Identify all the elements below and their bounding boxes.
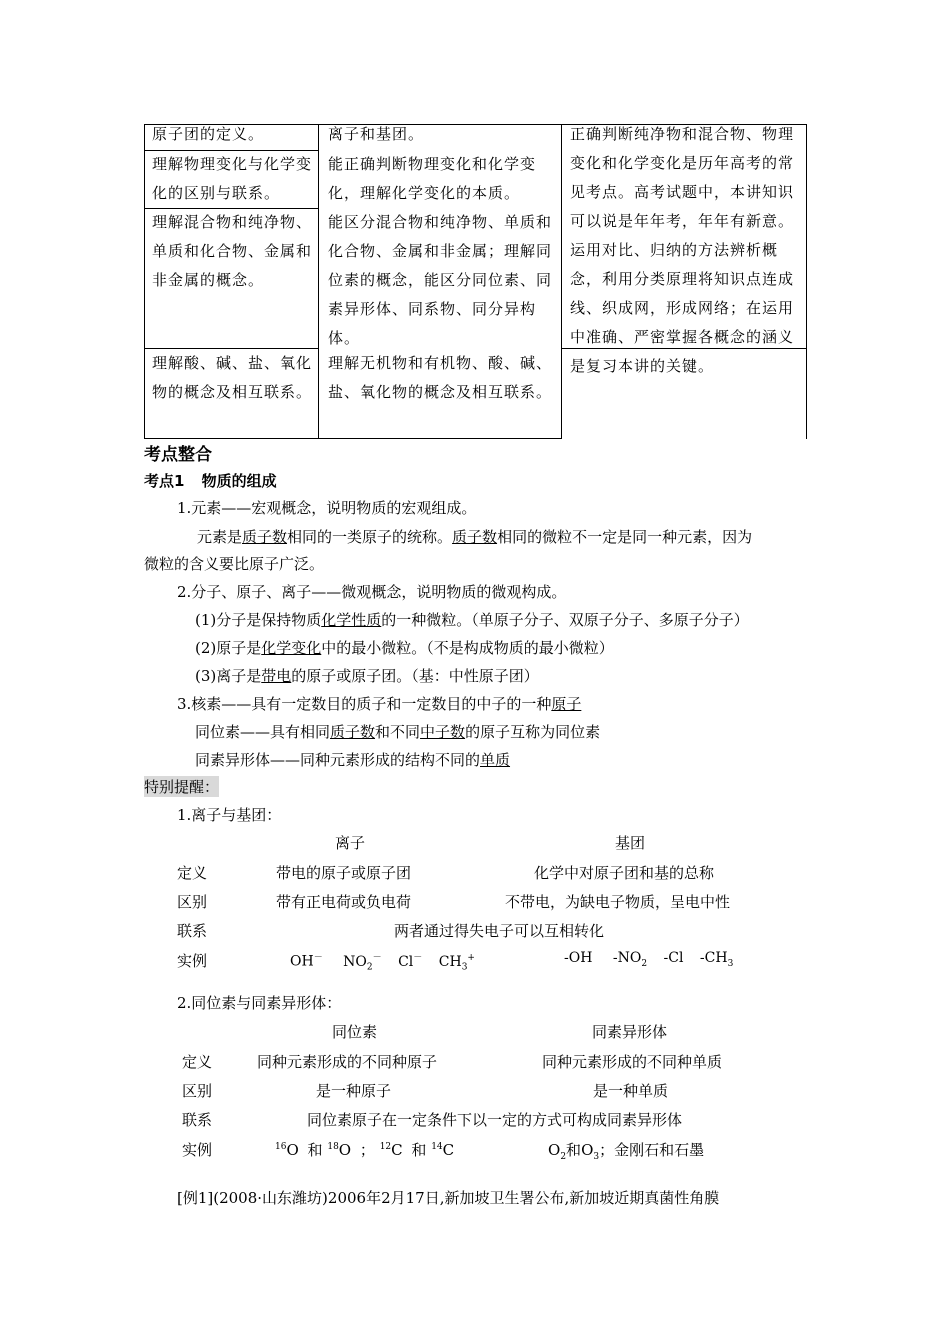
- isotope-examples: $^{16}$O 和 $^{18}$O ； $^{12}$C 和 $^{14}$C: [275, 1141, 455, 1159]
- paragraph: 微粒的含义要比原子广泛。: [144, 555, 325, 573]
- comparison-heading: 2.同位素与同素异形体：: [177, 994, 342, 1012]
- section-title: 考点整合: [144, 445, 212, 465]
- row-key: 实例: [177, 952, 208, 970]
- paragraph: 3.核素——具有一定数目的质子和一定数目的中子的一种原子: [177, 695, 582, 713]
- paragraph: 元素是质子数相同的一类原子的统称。质子数相同的微粒不一定是同一种元素，因为: [197, 528, 753, 546]
- group-examples: -OH $-NO_2$ -Cl $-CH_3$: [564, 950, 734, 969]
- paragraph: 同位素——具有相同质子数和不同中子数的原子互称为同位素: [195, 723, 601, 741]
- paragraph: (2)原子是化学变化中的最小微粒。（不是构成物质的最小微粒）: [195, 639, 614, 657]
- row-value: 化学中对原子团和基的总称: [534, 864, 715, 882]
- row-key: 区别: [182, 1082, 213, 1100]
- table-cell: 能正确判断物理变化和化学变化，理解化学变化的本质。: [328, 155, 537, 202]
- tip-label: 特别提醒：: [144, 778, 220, 796]
- paragraph: 同素异形体——同种元素形成的结构不同的单质: [195, 751, 511, 769]
- row-value: 带电的原子或原子团: [276, 864, 412, 882]
- allotrope-examples: $O_2$和$O_3$；金刚石和石墨: [548, 1141, 705, 1162]
- row-key: 区别: [177, 893, 208, 911]
- column-header: 基团: [615, 834, 646, 852]
- row-key: 实例: [182, 1141, 213, 1159]
- row-key: 联系: [182, 1111, 213, 1129]
- paragraph: (1)分子是保持物质化学性质的一种微粒。（单原子分子、双原子分子、多原子分子）: [195, 611, 749, 629]
- paragraph: (3)离子是带电的原子或原子团。（基：中性原子团）: [195, 667, 539, 685]
- table-border: [144, 124, 145, 439]
- topic-heading: [144, 470, 277, 491]
- table-border: [561, 124, 562, 439]
- column-header: 离子: [335, 834, 366, 852]
- row-value: 是一种原子: [316, 1082, 392, 1100]
- comparison-heading: 1.离子与基团：: [177, 806, 282, 824]
- table-border: [144, 438, 562, 439]
- row-value: 不带电，为缺电子物质，呈电中性: [505, 893, 731, 911]
- row-value: 同位素原子在一定条件下以一定的方式可构成同素异形体: [307, 1111, 683, 1129]
- column-header: 同位素: [332, 1023, 378, 1041]
- row-value: 同种元素形成的不同种原子: [257, 1053, 438, 1071]
- table-cell: 理解无机物和有机物、酸、碱、盐、氧化物的概念及相互联系。: [328, 354, 553, 401]
- ion-examples: OH－ $NO_2^-$ Cl－ $CH_3^+$: [290, 953, 475, 973]
- row-value: 是一种单质: [593, 1082, 669, 1100]
- paragraph: 1.元素——宏观概念，说明物质的宏观组成。: [177, 499, 477, 517]
- table-cell: 能区分混合物和纯净物、单质和化合物、金属和非金属；理解同位素的概念，能区分同位素、同素异形体、同系物、同分异构体。: [328, 213, 553, 347]
- topic-label: 考点1: [144, 472, 185, 490]
- table-cell: 理解混合物和纯净物、单质和化合物、金属和非金属的概念。: [152, 213, 313, 289]
- table-cell: 离子和基团。: [328, 125, 425, 143]
- table-cell: 理解物理变化与化学变化的区别与联系。: [152, 155, 313, 202]
- paragraph: 2.分子、原子、离子——微观概念，说明物质的微观构成。: [177, 583, 567, 601]
- row-key: 联系: [177, 922, 208, 940]
- example-paragraph: [例1](2008·山东潍坊)2006年2月17日,新加坡卫生署公布,新加坡近期真菌性角膜: [177, 1189, 720, 1207]
- table-cell: 理解酸、碱、盐、氧化物的概念及相互联系。: [152, 354, 313, 401]
- column-header: 同素异形体: [592, 1023, 668, 1041]
- row-key: 定义: [177, 864, 208, 882]
- row-value: 带有正电荷或负电荷: [276, 893, 412, 911]
- row-key: 定义: [182, 1053, 213, 1071]
- row-value: 同种元素形成的不同种单质: [542, 1053, 723, 1071]
- table-border: [318, 124, 319, 439]
- row-value: 两者通过得失电子可以互相转化: [394, 922, 605, 940]
- topic-title: 物质的组成: [201, 472, 277, 490]
- table-border: [806, 124, 807, 439]
- table-cell: 原子团的定义。: [152, 125, 265, 143]
- table-cell: 正确判断纯净物和混合物、物理变化和化学变化是历年高考的常见考点。高考试题中，本讲知识可以说是年年考，年年有新意。运用对比、归纳的方法辨析概念，利用分类原理将知识点连成线、织成网，形成网络；在运用中准确、严密掌握各概念的涵义是复习本讲的关键。: [570, 125, 795, 375]
